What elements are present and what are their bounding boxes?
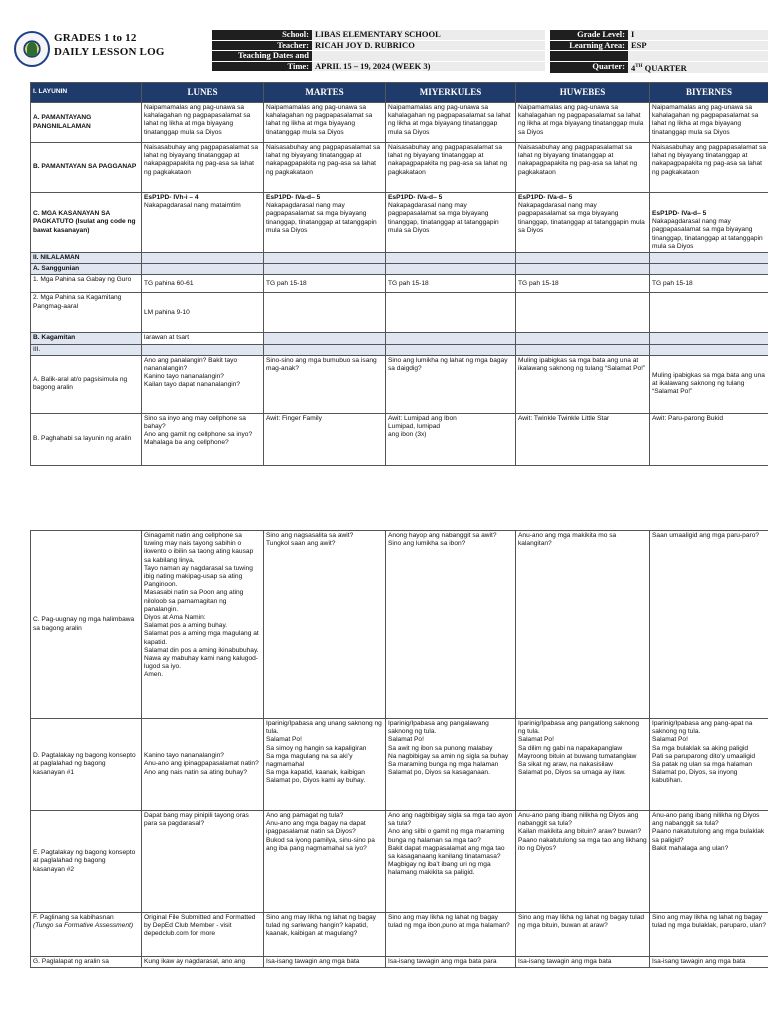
table-cell: Muling ipabigkas sa mga bata ang una at ikalawang saknong ng tulang “Salamat Po!”: [516, 355, 650, 413]
table-cell: Awit: Finger Family: [264, 413, 386, 465]
lesson-log-table-part2: [30, 530, 768, 968]
table-cell: Naisasabuhay ang pagpapasalamat sa lahat ng biyayang tinatanggap at nakapagpapakita ng pag-asa sa lahat ng pagkakataon: [516, 143, 650, 193]
day-header-biyernes: BIYERNES: [650, 83, 768, 103]
table-row: [31, 344, 768, 355]
row-label: B. Kagamitan: [31, 333, 142, 344]
table-cell: Nakapagdarasal nang may pagpapasalamat sa mga biyayang tinanggap, tinatanggap at tatanggapin mula sa Diyos: [388, 202, 499, 234]
table-row: [31, 275, 768, 293]
competency-code: EsP1PD- IVa-d– 5: [518, 194, 573, 201]
dates-label-line1: Teaching Dates and: [212, 51, 312, 62]
row-label: G. Paglalapat ng aralin sa: [31, 957, 142, 968]
table-row: [31, 531, 768, 719]
table-row: [31, 253, 768, 264]
quarter-value: 4TH QUARTER: [628, 61, 768, 73]
table-row: [31, 333, 768, 344]
dates-label-line2: Time:: [212, 61, 312, 72]
grade-label: Grade Level:: [550, 30, 628, 40]
form-title-line2: DAILY LESSON LOG: [54, 46, 165, 58]
iii-heading: III.: [31, 344, 142, 355]
table-cell: Sino sa inyo ang may cellphone sa bahay? Ano ang gamit ng cellphone sa inyo? Mahalaga ba ang cellphone?: [142, 413, 264, 465]
table-cell: larawan at tsart: [142, 333, 264, 344]
table-cell: TG pah 15-18: [516, 275, 650, 293]
table-row: [31, 413, 768, 465]
table-cell: Anu-ano ang mga makikita mo sa kalangitan?: [516, 531, 650, 719]
teacher-value: RICAH JOY D. RUBRICO: [312, 40, 545, 51]
row-label: B. PAMANTAYAN SA PAGGANAP: [31, 143, 142, 193]
table-cell: Naisasabuhay ang pagpapasalamat sa lahat ng biyayang tinatanggap at nakapagpapakita ng pag-asa sa lahat ng pagkakataon: [650, 143, 768, 193]
table-cell: TG pah 15-18: [264, 275, 386, 293]
table-cell: LM pahina 9-10: [142, 293, 264, 333]
table-cell: Nakapagdarasal nang may pagpapasalamat sa mga biyayang tinanggap, tinatanggap at tatanggapin mula sa Diyos: [518, 202, 645, 234]
table-cell: Isa-isang tawagin ang mga bata: [516, 957, 650, 968]
table-row: [31, 355, 768, 413]
table-row: [31, 264, 768, 275]
sanggunian-heading: A. Sanggunian: [31, 264, 142, 275]
table-cell: Awit: Paru-parong Bukid: [650, 413, 768, 465]
row-label: 2. Mga Pahina sa Kagamitang Pangmag-aaral: [31, 293, 142, 333]
school-value: LIBAS ELEMENTARY SCHOOL: [312, 30, 545, 40]
dates-value: APRIL 15 – 19, 2024 (WEEK 3): [312, 61, 545, 72]
table-row: [31, 103, 768, 143]
table-row: [31, 811, 768, 913]
area-label: Learning Area:: [550, 40, 628, 51]
table-cell: Awit: Lumipad ang Ibon Lumipad, lumipad ang ibon (3x): [386, 413, 516, 465]
deped-seal-icon: [14, 31, 50, 67]
table-row: [31, 293, 768, 333]
table-cell: Ano ang nagbibigay sigla sa mga tao ayon sa tula? Ano ang silbi o gamit ng mga maraming bunga ng halaman sa mga tao? Bakit dapat magpasalamat ang mga tao sa kasaganaang kanilang tinatamasa? Magbigay ng iba’t ibang uri ng mga halamang makikita sa paligid.: [386, 811, 516, 913]
table-cell: Naipamamalas ang pag-unawa sa kahalagahan ng pagpapasalamat sa lahat ng likha at mga biyayang tinatanggap mula sa Diyos: [650, 103, 768, 143]
table-cell: Awit: Twinkle Twinkle Little Star: [516, 413, 650, 465]
table-cell: Naipamamalas ang pag-unawa sa kahalagahan ng pagpapasalamat sa lahat ng likha at mga biyayang tinatanggap mula sa Diyos: [386, 103, 516, 143]
row-label: A. PAMANTAYANG PANGNILALAMAN: [31, 103, 142, 143]
table-cell: Naipamamalas ang pag-unawa sa kahalagahan ng pagpapasalamat sa lahat ng likha at mga biyayang tinatanggap mula sa Diyos: [142, 103, 264, 143]
table-cell: Sino ang may likha ng lahat ng bagay tulad ng mga bituin, buwan at araw?: [516, 913, 650, 957]
table-cell: Anu-ano pang ibang nilikha ng Diyos ang nabanggit sa tula? Paano nakatutulong ang mga bulaklak sa paligid? Bakit mahalaga ang ulan?: [650, 811, 768, 913]
table-cell: Naisasabuhay ang pagpapasalamat sa lahat ng biyayang tinatanggap at nakapagpapakita ng pag-asa sa lahat ng pagkakataon: [386, 143, 516, 193]
table-row: [31, 913, 768, 957]
row-label: C. Pag-uugnay ng mga halimbawa sa bagong aralin: [31, 531, 142, 719]
table-row: [31, 957, 768, 968]
table-cell: TG pah 15-18: [650, 275, 768, 293]
table-cell: Kung ikaw ay nagdarasal, ano ang: [142, 957, 264, 968]
table-cell: Naipamamalas ang pag-unawa sa kahalagahan ng pagpapasalamat sa lahat ng likha at mga biyayang tinatanggap mula sa Diyos: [264, 103, 386, 143]
table-cell: Nakapagdarasal nang mataimtim: [144, 202, 241, 210]
table-cell: Iparinig/Ipabasa ang pangatlong saknong ng tula. Salamat Po! Sa dilim ng gabi na napakapanglaw Mayroong bituin at buwang tumatanglaw Sa sikat ng araw, na nakasisilaw Salamat po, Diyos sa umaga ay ilaw.: [516, 719, 650, 811]
row-label: F. Paglinang sa kabihasnan: [33, 914, 114, 921]
table-cell: Naisasabuhay ang pagpapasalamat sa lahat ng biyayang tinatanggap at nakapagpapakita ng pag-asa sa lahat ng pagkakataon: [142, 143, 264, 193]
table-cell: TG pah 15-18: [386, 275, 516, 293]
row-label: D. Pagtalakay ng bagong konsepto at paglalahad ng bagong kasanayan #1: [31, 719, 142, 811]
competency-code: EsP1PD- IVh-i – 4: [144, 194, 199, 201]
table-cell: Naipamamalas ang pag-unawa sa kahalagahan ng pagpapasalamat sa lahat ng likha at mga biyayang tinatanggap mula sa Diyos: [516, 103, 650, 143]
table-cell: Dapat bang may pinipili tayong oras para sa pagdarasal?: [142, 811, 264, 913]
table-cell: Isa-isang tawagin ang mga bata: [264, 957, 386, 968]
table-cell: Original File Submitted and Formatted by DepEd Club Member - visit depedclub.com for more: [142, 913, 264, 957]
day-header-miyerkules: MIYERKULES: [386, 83, 516, 103]
row-label: B. Paghahabi sa layunin ng aralin: [31, 413, 142, 465]
table-cell: Sino-sino ang mga bumubuo sa isang mag-anak?: [264, 355, 386, 413]
day-header-lunes: LUNES: [142, 83, 264, 103]
row-label-note: (Tungo sa Formative Assessment): [33, 922, 134, 930]
competency-code: EsP1PD- IVa-d– 5: [266, 194, 321, 201]
table-cell: Sino ang lumikha ng lahat ng mga bagay sa daigdig?: [386, 355, 516, 413]
day-header-huwebes: HUWEBES: [516, 83, 650, 103]
lesson-log-table-part1: [30, 82, 768, 466]
dll-header: [14, 30, 768, 72]
school-label: School:: [212, 30, 312, 40]
table-cell: Iparinig/Ipabasa ang unang saknong ng tula. Salamat Po! Sa simoy ng hangin sa kapaligiran Sa mga magulang na sa aki’y nagmamahal Sa mga kapatid, kaanak, kaibigan Salamat po, Diyos kami ay buhay.: [264, 719, 386, 811]
quarter-label: Quarter:: [550, 61, 628, 73]
table-cell: Nakapagdarasal nang may pagpapasalamat sa mga biyayang tinanggap, tinatanggap at tatanggapin mula sa Diyos: [266, 202, 377, 234]
table-cell: Naisasabuhay ang pagpapasalamat sa lahat ng biyayang tinatanggap at nakapagpapakita ng pag-asa sa lahat ng pagkakataon: [264, 143, 386, 193]
layunin-heading: I. LAYUNIN: [31, 83, 142, 103]
table-cell: Kanino tayo nananalangin? Anu-ano ang ipinagpapasalamat natin? Ano ang nais natin sa ating buhay?: [142, 719, 264, 811]
area-value: ESP: [628, 40, 768, 51]
table-row: [31, 193, 768, 253]
table-cell: Anu-ano pang ibang nilikha ng Diyos ang nabanggit sa tula? Kailan makikita ang bituin? araw? buwan? Paano nakatutulong sa mga tao ang likhang ito ng Diyos?: [516, 811, 650, 913]
table-cell: TG pahina 60-61: [142, 275, 264, 293]
nilalaman-heading: II. NILALAMAN: [31, 253, 142, 264]
table-cell: Muling ipabigkas sa mga bata ang una at ikalawang saknong ng tulang “Salamat Po!”: [650, 355, 768, 413]
table-cell: Ano ang pamagat ng tula? Anu-ano ang mga bagay na dapat ipagpasalamat natin sa Diyos? Bukod sa iyong pamilya, sinu-sino pa ang iba pang nagmamahal sa iyo?: [264, 811, 386, 913]
table-cell: Sino ang may likha ng lahat ng bagay tulad ng sariwang hangin? kapatid, kaanak, kaibigan at magulang?: [264, 913, 386, 957]
competency-code: EsP1PD- IVa-d– 5: [652, 209, 707, 217]
table-cell: Sino ang may likha ng lahat ng bagay tulad ng mga ibon,puno at mga halaman?: [386, 913, 516, 957]
table-cell: Anong hayop ang nabanggit sa awit? Sino ang lumikha sa ibon?: [386, 531, 516, 719]
table-cell: [264, 293, 386, 333]
table-cell: Saan umaaligid ang mga paru-paro?: [650, 531, 768, 719]
row-label: C. MGA KASANAYAN SA PAGKATUTO (Isulat ang code ng bawat kasanayan): [31, 193, 142, 253]
grade-value: I: [628, 30, 768, 40]
header-info-right: [550, 30, 768, 74]
table-row: [31, 719, 768, 811]
teacher-label: Teacher:: [212, 40, 312, 51]
table-cell: [650, 293, 768, 333]
table-cell: Isa-isang tawagin ang mga bata para: [386, 957, 516, 968]
table-cell: Nakapagdarasal nang may pagpapasalamat sa mga biyayang tinanggap, tinatanggap at tatanggapin mula sa Diyos: [652, 218, 763, 250]
table-cell: Sino ang may likha ng lahat ng bagay tulad ng mga bulaklak, paruparo, ulan?: [650, 913, 768, 957]
table-cell: Ano ang panalangin? Bakit tayo nananalangin? Kanino tayo nananalangin? Kailan tayo dapat nananalangin?: [142, 355, 264, 413]
table-cell: [516, 293, 650, 333]
row-label: 1. Mga Pahina sa Gabay ng Guro: [31, 275, 142, 293]
table-cell: Isa-isang tawagin ang mga bata: [650, 957, 768, 968]
table-cell: Ginagamit natin ang cellphone sa tuwing may nais tayong sabihin o ikwento o ibilin sa taong ating kausap sa kabilang linya. Tayo naman ay nagdarasal sa tuwing ibig nating makipag-usap sa ating Panginoon. Masasabi natin sa Poon ang ating niloloob sa pamamagitan ng panalangin. Diyos at Ama Namin: Salamat pos a aming buhay. Salamat pos a aming mga magulang at kapatid. Salamat din pos a aming ikinabubuhay. Nawa ay mabuhay kami nang kalugod-lugod sa iyo. Amen.: [142, 531, 264, 719]
table-cell: Iparinig/Ipabasa ang pangalawang saknong ng tula. Salamat Po! Sa awit ng ibon sa punong malabay Na nagbibigay sa amin ng sigla sa buhay Sa maraming bunga ng mga halaman Salamat po, Diyos sa kasaganaan.: [386, 719, 516, 811]
table-cell: Iparinig/Ipabasa ang pang-apat na saknong ng tula. Salamat Po! Sa mga bulaklak sa aking paligid Pati sa paruparong dito’y umaaligid Sa patak ng ulan sa mga halaman Salamat po, Diyos, sa inyong kabutihan.: [650, 719, 768, 811]
day-header-martes: MARTES: [264, 83, 386, 103]
table-cell: Sino ang nagsasalita sa awit? Tungkol saan ang awit?: [264, 531, 386, 719]
row-label: A. Balik-aral at/o pagsisimula ng bagong aralin: [31, 355, 142, 413]
header-info-left: [212, 30, 545, 72]
table-cell: [386, 293, 516, 333]
row-label: E. Pagtalakay ng bagong konsepto at paglalahad ng bagong kasanayan #2: [31, 811, 142, 913]
form-title-line1: GRADES 1 to 12: [54, 32, 137, 44]
competency-code: EsP1PD- IVa-d– 5: [388, 194, 443, 201]
table-row: [31, 143, 768, 193]
